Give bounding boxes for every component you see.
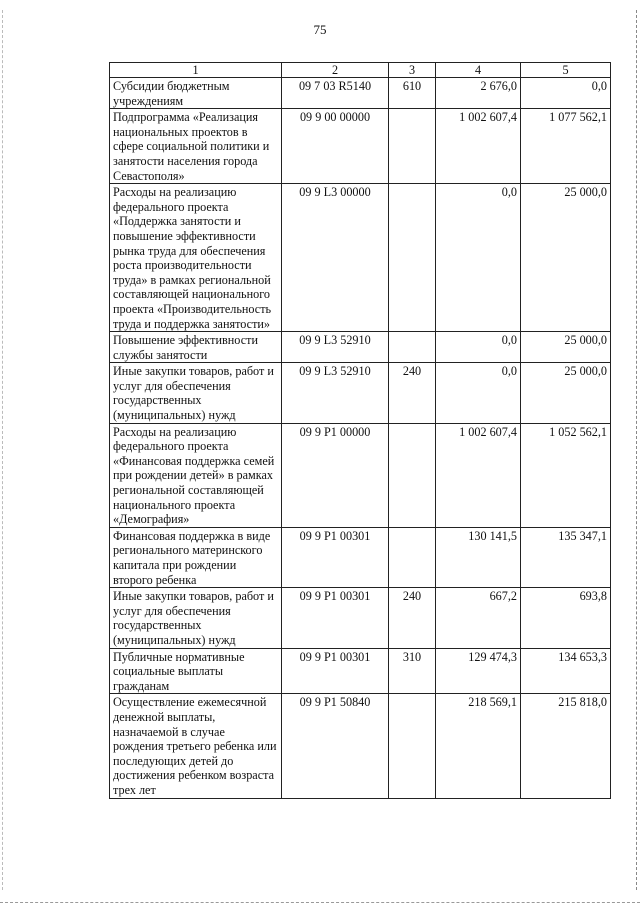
row-sum-col5: 1 052 562,1 [521, 423, 611, 527]
row-code: 09 9 L3 52910 [282, 332, 389, 363]
table-row [110, 184, 611, 332]
header-row [110, 63, 611, 78]
row-sum-col4: 129 474,3 [436, 648, 521, 694]
row-name: Расходы на реализацию федерального проекта «Финансовая поддержка семей при рождении детей» в рамках региональной составляющей национального проекта «Демография» [110, 423, 282, 527]
table-row [110, 332, 611, 363]
page-number: 75 [313, 22, 327, 37]
header-col-1: 1 [110, 63, 282, 78]
table-row [110, 527, 611, 587]
row-sum-col5: 135 347,1 [521, 527, 611, 587]
row-name: Публичные нормативные социальные выплаты гражданам [110, 648, 282, 694]
row-sum-col4: 2 676,0 [436, 78, 521, 109]
row-code: 09 9 P1 50840 [282, 694, 389, 798]
scan-edge-right [636, 10, 638, 890]
row-name: Осуществление ежемесячной денежной выплаты, назначаемой в случае рождения третьего ребенка или последующих детей до достижения ребенком возраста трех лет [110, 694, 282, 798]
header-col-2: 2 [282, 63, 389, 78]
row-sum-col4: 0,0 [436, 363, 521, 423]
budget-table [109, 62, 611, 799]
row-expense-type: 240 [389, 363, 436, 423]
table-row [110, 588, 611, 648]
scan-edge-left [2, 10, 4, 890]
header-col-4: 4 [436, 63, 521, 78]
row-code: 09 9 P1 00000 [282, 423, 389, 527]
row-sum-col5: 0,0 [521, 78, 611, 109]
row-sum-col5: 693,8 [521, 588, 611, 648]
row-name: Повышение эффективности службы занятости [110, 332, 282, 363]
row-sum-col4: 218 569,1 [436, 694, 521, 798]
row-expense-type [389, 527, 436, 587]
row-name: Расходы на реализацию федерального проекта «Поддержка занятости и повышение эффективности рынка труда для обеспечения роста производительности труда» в рамках региональной составляющей национального проекта «Производительность труда и поддержка занятости» [110, 184, 282, 332]
row-sum-col4: 1 002 607,4 [436, 423, 521, 527]
row-code: 09 9 L3 52910 [282, 363, 389, 423]
row-expense-type [389, 184, 436, 332]
table-body [110, 78, 611, 799]
table-row [110, 694, 611, 798]
row-name: Иные закупки товаров, работ и услуг для обеспечения государственных (муниципальных) нужд [110, 363, 282, 423]
table-row [110, 78, 611, 109]
row-code: 09 9 L3 00000 [282, 184, 389, 332]
table-header [110, 63, 611, 78]
scan-edge-bottom [0, 902, 640, 904]
row-sum-col4: 667,2 [436, 588, 521, 648]
row-sum-col5: 215 818,0 [521, 694, 611, 798]
row-name: Иные закупки товаров, работ и услуг для обеспечения государственных (муниципальных) нужд [110, 588, 282, 648]
row-sum-col5: 25 000,0 [521, 184, 611, 332]
row-code: 09 9 P1 00301 [282, 588, 389, 648]
row-expense-type [389, 694, 436, 798]
row-name: Финансовая поддержка в виде регионального материнского капитала при рождении второго ребенка [110, 527, 282, 587]
row-name: Подпрограмма «Реализация национальных проектов в сфере социальной политики и занятости населения города Севастополя» [110, 109, 282, 184]
row-expense-type [389, 109, 436, 184]
row-sum-col5: 134 653,3 [521, 648, 611, 694]
row-sum-col4: 0,0 [436, 184, 521, 332]
row-expense-type [389, 423, 436, 527]
row-sum-col4: 1 002 607,4 [436, 109, 521, 184]
row-sum-col4: 130 141,5 [436, 527, 521, 587]
row-code: 09 9 P1 00301 [282, 527, 389, 587]
row-sum-col5: 1 077 562,1 [521, 109, 611, 184]
row-sum-col5: 25 000,0 [521, 332, 611, 363]
table-row [110, 423, 611, 527]
header-col-3: 3 [389, 63, 436, 78]
row-sum-col5: 25 000,0 [521, 363, 611, 423]
table-row [110, 363, 611, 423]
row-expense-type: 240 [389, 588, 436, 648]
table-row [110, 109, 611, 184]
row-expense-type: 610 [389, 78, 436, 109]
row-expense-type [389, 332, 436, 363]
header-col-5: 5 [521, 63, 611, 78]
row-expense-type: 310 [389, 648, 436, 694]
row-sum-col4: 0,0 [436, 332, 521, 363]
table-row [110, 648, 611, 694]
row-code: 09 7 03 R5140 [282, 78, 389, 109]
row-name: Субсидии бюджетным учреждениям [110, 78, 282, 109]
row-code: 09 9 00 00000 [282, 109, 389, 184]
row-code: 09 9 P1 00301 [282, 648, 389, 694]
